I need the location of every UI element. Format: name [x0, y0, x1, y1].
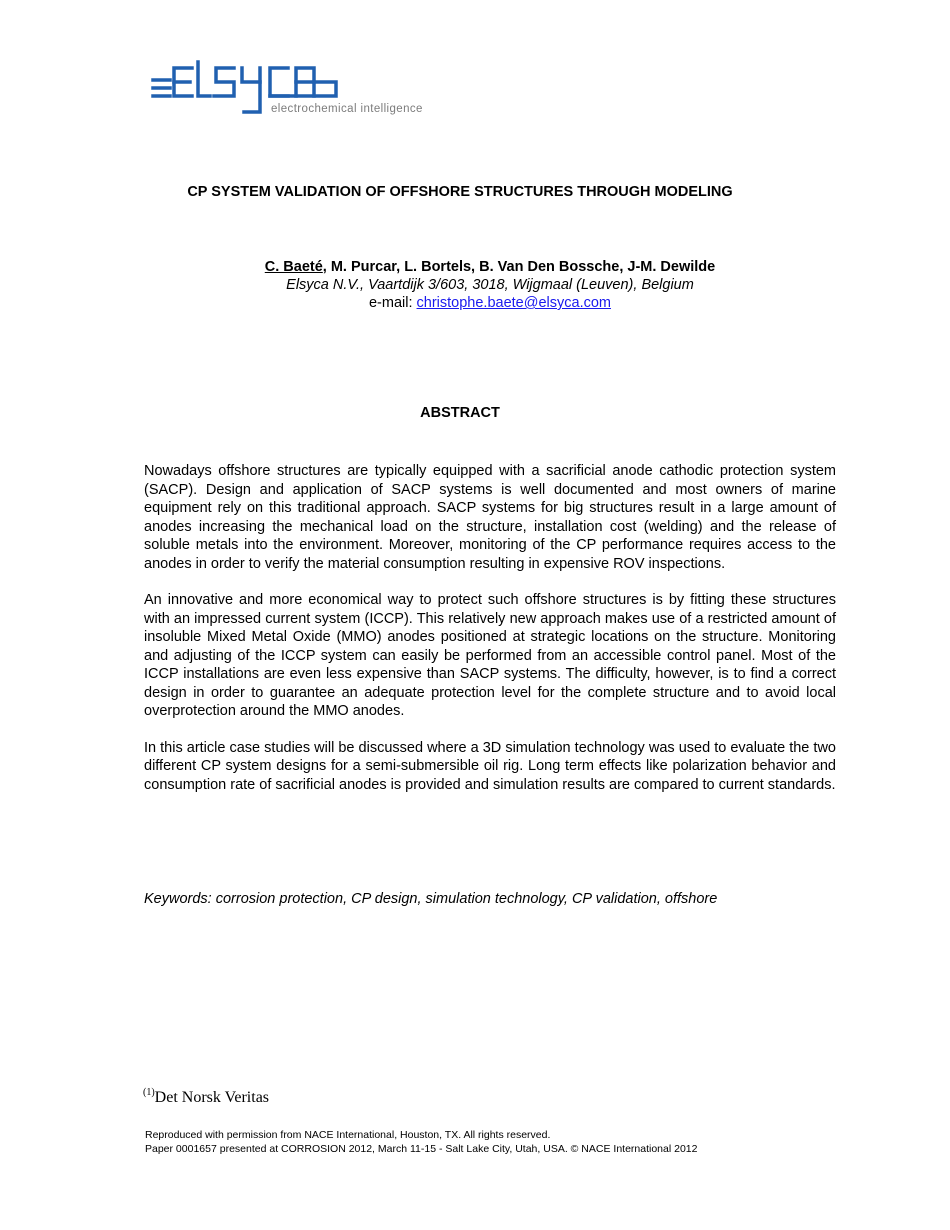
footnote: [143, 1087, 269, 1107]
author-names: [0, 258, 950, 276]
email-line: [0, 294, 950, 312]
email-label: e-mail:: [368, 295, 417, 311]
logo-tagline: electrochemical intelligence: [271, 103, 423, 115]
elsyca-logo: [150, 58, 450, 122]
copyright-footer: [145, 1129, 697, 1156]
email-link[interactable]: christophe.baete@elsyca.com: [416, 295, 611, 311]
abstract-heading: ABSTRACT: [420, 405, 500, 421]
author-block: [0, 258, 950, 312]
keywords: Keywords: corrosion protection, CP design, simulation technology, CP validation, offshore: [144, 891, 718, 907]
paper-title: CP SYSTEM VALIDATION OF OFFSHORE STRUCTURES THROUGH MODELING: [187, 184, 733, 200]
first-author: C. Baeté: [264, 259, 323, 275]
footnote-marker: (1): [143, 1087, 155, 1098]
affiliation: Elsyca N.V., Vaartdijk 3/603, 3018, Wijgmaal (Leuven), Belgium: [286, 277, 694, 293]
other-authors: , M. Purcar, L. Bortels, B. Van Den Bossche, J-M. Dewilde: [322, 259, 716, 275]
footer-line-1: Reproduced with permission from NACE International, Houston, TX. All rights reserved.: [145, 1129, 551, 1141]
abstract-paragraph-2: An innovative and more economical way to protect such offshore structures is by fitting these structures with an impressed current system (ICCP). This relatively new approach makes use of a restricted amount of insoluble Mixed Metal Oxide (MMO) anodes positioned at strategic locations on the structure. Monitoring and adjusting of the ICCP system can easily be performed from an accessible control panel. Most of the ICCP installations are even less expensive than SACP systems. The difficulty, however, is to find a correct design in order to guarantee an adequate protection level for the complete structure and to avoid local overprotection around the MMO anodes.: [144, 592, 836, 719]
footnote-text: Det Norsk Veritas: [154, 1089, 270, 1106]
abstract-body: [144, 462, 836, 812]
footer-line-2: Paper 0001657 presented at CORROSION 2012, March 11-15 - Salt Lake City, Utah, USA. © NACE International 2012: [145, 1142, 698, 1155]
abstract-paragraph-3: In this article case studies will be discussed where a 3D simulation technology was used to evaluate the two different CP system designs for a semi-submersible oil rig. Long term effects like polarization behavior and consumption rate of sacrificial anodes is provided and simulation results are compared to current standards.: [144, 739, 836, 793]
abstract-paragraph-1: Nowadays offshore structures are typically equipped with a sacrificial anode cathodic protection system (SACP). Design and application of SACP systems is well documented and most owners of marine equipment rely on this traditional approach. SACP systems for big structures result in a large amount of anodes increasing the mechanical load on the structure, installation cost (welding) and the release of soluble metals into the environment. Moreover, monitoring of the CP performance requires access to the anodes in order to verify the material consumption resulting in expensive ROV inspections.: [144, 463, 836, 572]
